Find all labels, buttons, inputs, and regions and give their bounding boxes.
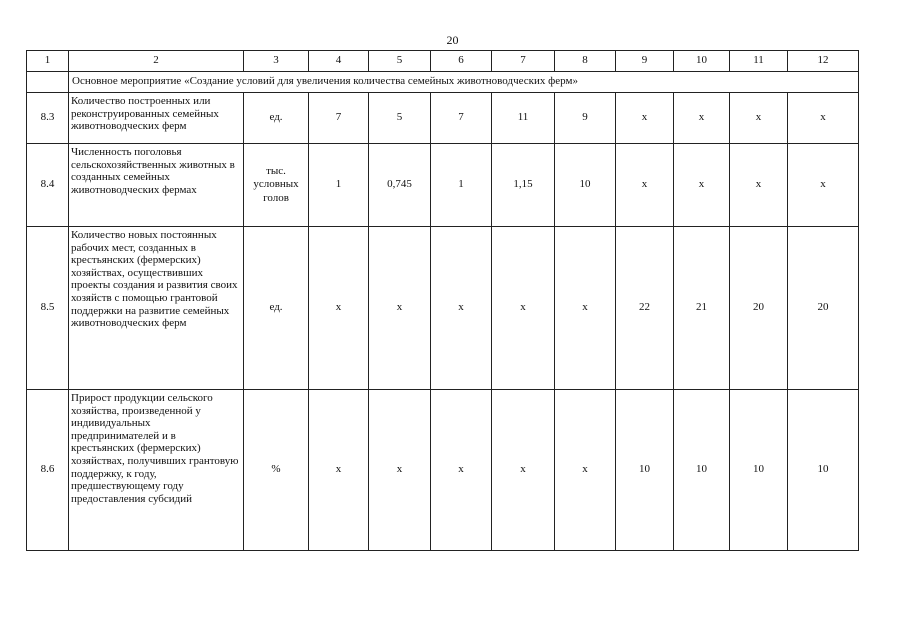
value-cell: 9 (555, 93, 616, 144)
header-cell: 11 (730, 51, 788, 72)
value-cell: х (369, 390, 431, 551)
header-cell: 4 (309, 51, 369, 72)
indicators-table (26, 50, 859, 551)
value-cell: х (431, 227, 492, 390)
value-cell: 10 (730, 390, 788, 551)
value-cell: х (309, 227, 369, 390)
row-number: 8.3 (27, 93, 69, 144)
unit-cell: ед. (244, 227, 309, 390)
value-cell: х (492, 390, 555, 551)
value-cell: 10 (616, 390, 674, 551)
table-row (27, 144, 859, 227)
header-cell: 5 (369, 51, 431, 72)
value-cell: х (730, 144, 788, 227)
header-cell: 2 (69, 51, 244, 72)
row-number: 8.6 (27, 390, 69, 551)
value-cell: 7 (431, 93, 492, 144)
value-cell: 1 (431, 144, 492, 227)
page-number: 20 (446, 33, 459, 47)
value-cell: х (730, 93, 788, 144)
header-cell: 12 (788, 51, 859, 72)
value-cell: 5 (369, 93, 431, 144)
header-cell: 8 (555, 51, 616, 72)
value-cell: 10 (555, 144, 616, 227)
section-spacer-cell (27, 72, 69, 93)
header-cell: 3 (244, 51, 309, 72)
value-cell: х (788, 144, 859, 227)
unit-cell: тыс. условных голов (244, 144, 309, 227)
value-cell: х (309, 390, 369, 551)
indicator-name: Численность поголовья сельскохозяйственных животных в созданных семейных животноводческих фермах (69, 144, 244, 227)
value-cell: х (788, 93, 859, 144)
value-cell: 21 (674, 227, 730, 390)
table-row (27, 93, 859, 144)
value-cell: х (431, 390, 492, 551)
header-cell: 7 (492, 51, 555, 72)
value-cell: 20 (730, 227, 788, 390)
indicator-name: Количество новых постоянных рабочих мест, созданных в крестьянских (фермерских) хозяйствах, осуществивших проекты создания и развития своих хозяйств с помощью грантовой поддержки на развитие семейных животноводческих ферм (69, 227, 244, 390)
value-cell: 10 (674, 390, 730, 551)
value-cell: 10 (788, 390, 859, 551)
header-cell: 9 (616, 51, 674, 72)
section-title: Основное мероприятие «Создание условий для увеличения количества семейных животноводческих ферм» (69, 72, 859, 93)
value-cell: 22 (616, 227, 674, 390)
header-cell: 6 (431, 51, 492, 72)
value-cell: х (555, 390, 616, 551)
unit-cell: % (244, 390, 309, 551)
row-number: 8.4 (27, 144, 69, 227)
indicator-name: Прирост продукции сельского хозяйства, произведенной у индивидуальных предпринимателей и в крестьянских (фермерских) хозяйствах, получивших грантовую поддержку, к году, предшествующему году предоставления субсидий (69, 390, 244, 551)
row-number: 8.5 (27, 227, 69, 390)
section-row (27, 72, 859, 93)
value-cell: х (616, 144, 674, 227)
value-cell: 0,745 (369, 144, 431, 227)
table-row (27, 390, 859, 551)
value-cell: х (492, 227, 555, 390)
value-cell: 7 (309, 93, 369, 144)
value-cell: 1,15 (492, 144, 555, 227)
value-cell: х (369, 227, 431, 390)
value-cell: х (674, 144, 730, 227)
header-row (27, 51, 859, 72)
value-cell: х (674, 93, 730, 144)
value-cell: 11 (492, 93, 555, 144)
indicator-name: Количество построенных или реконструированных семейных животноводческих ферм (69, 93, 244, 144)
table-row (27, 227, 859, 390)
header-cell: 10 (674, 51, 730, 72)
value-cell: х (555, 227, 616, 390)
value-cell: х (616, 93, 674, 144)
unit-cell: ед. (244, 93, 309, 144)
header-cell: 1 (27, 51, 69, 72)
value-cell: 20 (788, 227, 859, 390)
value-cell: 1 (309, 144, 369, 227)
